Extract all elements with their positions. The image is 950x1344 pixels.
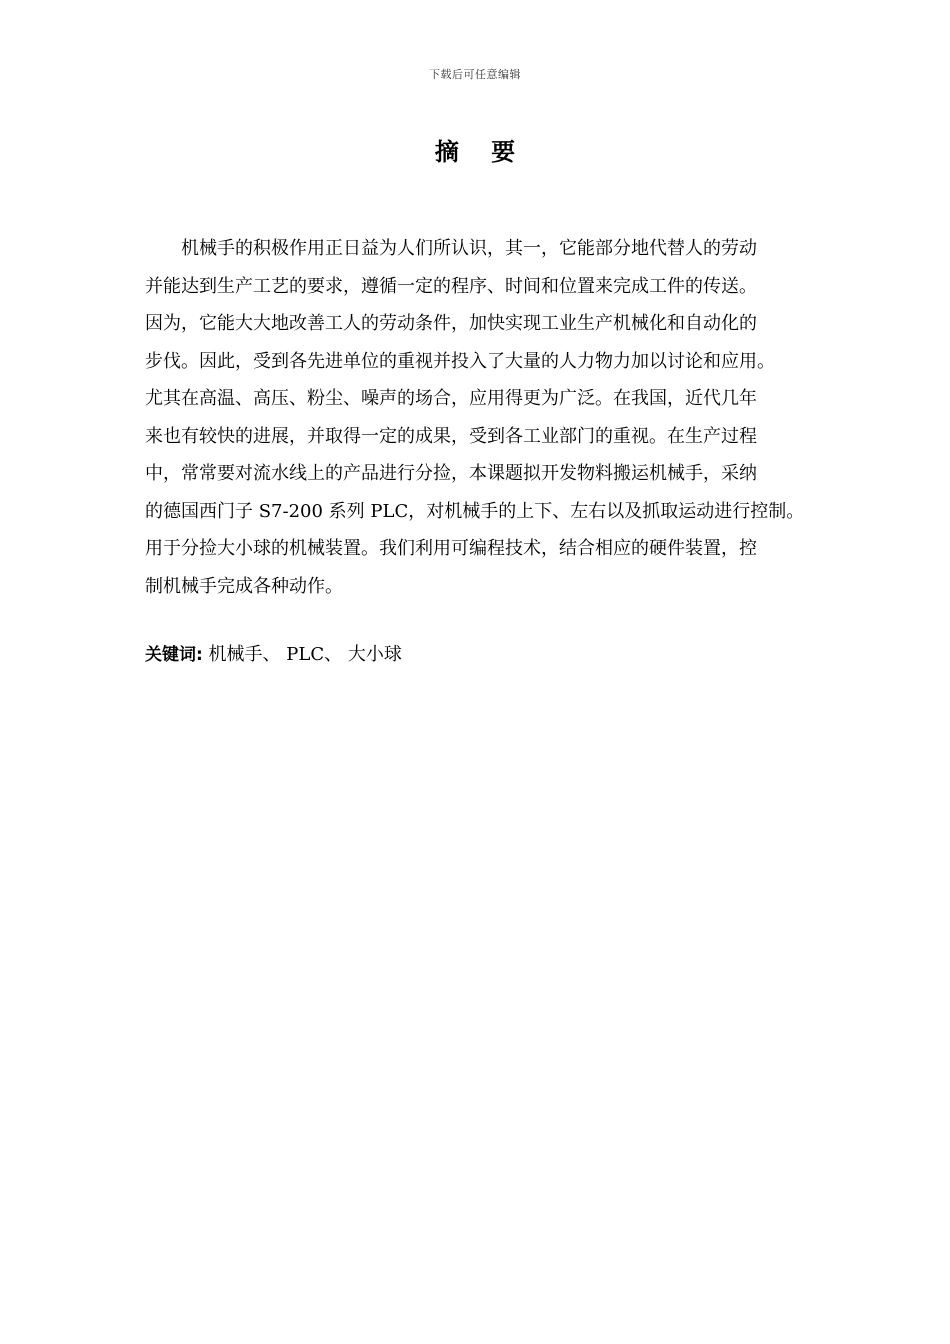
abstract-line: 尤其在高温、高压、粉尘、噪声的场合，应用得更为广泛。在我国，近代几年 [145, 388, 757, 409]
keywords-line [145, 640, 402, 670]
abstract-title: 摘 要 [434, 137, 528, 166]
abstract-body [145, 234, 810, 609]
abstract-line: 因为，它能大大地改善工人的劳动条件，加快实现工业生产机械化和自动化的 [145, 313, 757, 334]
abstract-line: 机械手的积极作用正日益为人们所认识，其一，它能部分地代替人的劳动 [181, 238, 757, 259]
abstract-line: 的德国西门子 S7-200 系列 PLC，对机械手的上下、左右以及抓取运动进行控制。 [145, 500, 805, 522]
keywords-value: 机械手、 PLC、 大小球 [208, 644, 402, 665]
abstract-line: 用于分捡大小球的机械装置。我们利用可编程技术，结合相应的硬件装置，控 [145, 538, 757, 559]
keywords-label: 关键词: [145, 645, 203, 665]
page-header-note: 下载后可任意编辑 [429, 68, 521, 81]
abstract-line: 并能达到生产工艺的要求，遵循一定的程序、时间和位置来完成工件的传送。 [145, 275, 757, 297]
abstract-line: 制机械手完成各种动作。 [145, 575, 343, 597]
abstract-line: 来也有较快的进展，并取得一定的成果，受到各工业部门的重视。在生产过程 [145, 425, 757, 447]
abstract-line: 步伐。因此，受到各先进单位的重视并投入了大量的人力物力加以讨论和应用。 [145, 350, 775, 372]
abstract-line: 中，常常要对流水线上的产品进行分捡，本课题拟开发物料搬运机械手，采纳 [145, 463, 757, 484]
